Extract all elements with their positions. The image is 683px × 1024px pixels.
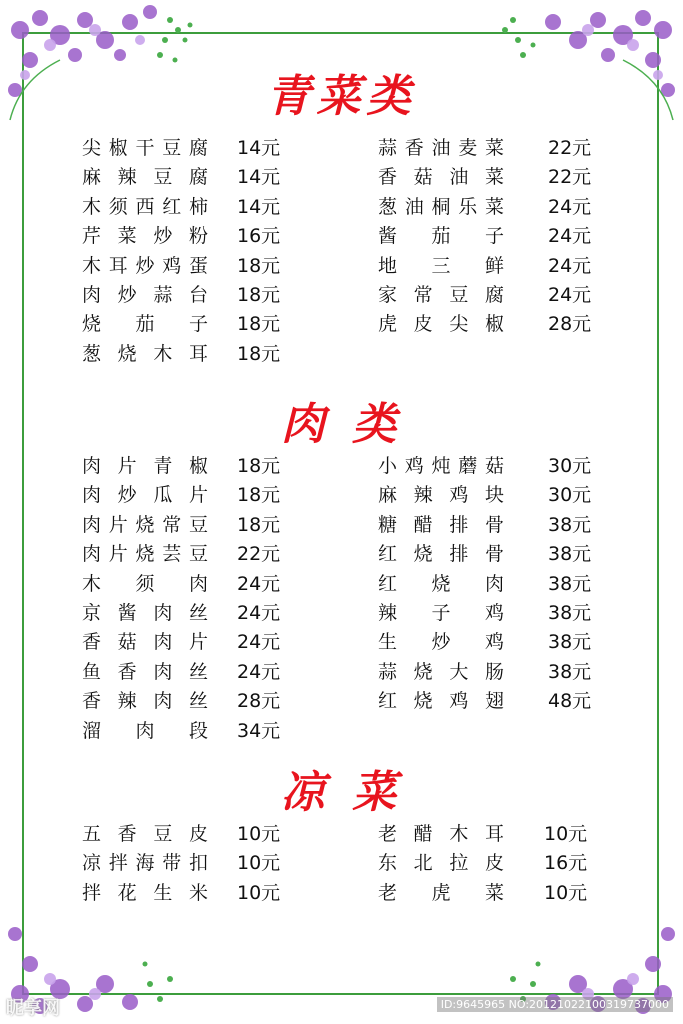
dish-name: 鱼 香 肉 丝: [82, 660, 208, 683]
dish-price: 24元: [548, 283, 592, 306]
menu-item: [378, 481, 608, 510]
menu-item: [82, 163, 312, 192]
dish-name: 蒜 香 油 麦 菜: [378, 137, 504, 159]
watermark-id: ID:9645965 NO:20121022100319737000: [437, 997, 673, 1012]
dish-name: 溜 肉 段: [82, 719, 208, 742]
menu-item: [378, 599, 608, 628]
dish-price: 38元: [548, 543, 592, 566]
dish-name: 五 香 豆 皮: [82, 823, 208, 845]
dish-name: 小 鸡 炖 蘑 菇: [378, 455, 504, 477]
menu-item: [82, 481, 312, 510]
dish-price: 38元: [548, 631, 592, 654]
dish-name: 辣 子 鸡: [378, 601, 504, 624]
dish-name: 木 须 肉: [82, 572, 208, 595]
dish-price: 38元: [548, 601, 592, 624]
menu-item: [378, 222, 608, 251]
menu-item: [82, 340, 312, 369]
dish-price: 24元: [237, 601, 281, 624]
dish-price: 38元: [548, 513, 592, 536]
dish-name: 蒜 烧 大 肠: [378, 660, 504, 683]
menu-item: [82, 511, 312, 540]
menu-item: [82, 820, 312, 849]
menu-item: [82, 281, 312, 310]
dish-name: 生 炒 鸡: [378, 631, 504, 654]
vegetables-left-column: [82, 134, 312, 369]
dish-name: 地 三 鲜: [378, 254, 504, 277]
menu-item: [82, 252, 312, 281]
dish-price: 18元: [237, 283, 281, 306]
dish-price: 38元: [548, 660, 592, 683]
dish-name: 香 菇 肉 片: [82, 631, 208, 654]
dish-name: 香 辣 肉 丝: [82, 690, 208, 713]
dish-price: 48元: [548, 690, 592, 713]
dish-name: 凉 拌 海 带 扣: [82, 852, 208, 875]
dish-price: 10元: [237, 823, 281, 845]
menu-item: [378, 570, 608, 599]
menu-item: [82, 570, 312, 599]
menu-item: [378, 849, 608, 878]
dish-price: 10元: [237, 852, 281, 875]
meat-left-column: [82, 452, 312, 746]
menu-item: [378, 452, 608, 481]
menu-item: [82, 310, 312, 339]
cold-dishes-right-column: [378, 820, 608, 908]
dish-name: 麻 辣 鸡 块: [378, 484, 504, 507]
dish-price: 14元: [237, 137, 281, 159]
menu-item: [82, 717, 312, 746]
dish-price: 34元: [237, 719, 281, 742]
dish-price: 10元: [544, 823, 588, 845]
menu-item: [82, 134, 312, 163]
dish-name: 糖 醋 排 骨: [378, 513, 504, 536]
dish-name: 烧 茄 子: [82, 313, 208, 336]
menu-item: [378, 820, 608, 849]
dish-price: 24元: [237, 572, 281, 595]
dish-price: 24元: [548, 254, 592, 277]
dish-name: 老 醋 木 耳: [378, 823, 504, 845]
dish-price: 16元: [544, 852, 588, 875]
dish-price: 24元: [237, 660, 281, 683]
dish-price: 38元: [548, 572, 592, 595]
dish-name: 肉 片 烧 常 豆: [82, 513, 208, 536]
dish-price: 18元: [237, 455, 281, 477]
dish-name: 拌 花 生 米: [82, 881, 208, 904]
dish-name: 肉 片 烧 芸 豆: [82, 543, 208, 566]
dish-name: 红 烧 鸡 翅: [378, 690, 504, 713]
dish-name: 肉 炒 瓜 片: [82, 484, 208, 507]
dish-price: 28元: [548, 313, 592, 336]
dish-price: 24元: [237, 631, 281, 654]
menu-item: [378, 511, 608, 540]
menu-item: [82, 687, 312, 716]
dish-name: 葱 烧 木 耳: [82, 342, 208, 365]
menu-item: [82, 599, 312, 628]
menu-item: [378, 163, 608, 192]
menu-item: [378, 252, 608, 281]
dish-name: 葱 油 桐 乐 菜: [378, 195, 504, 218]
menu-item: [378, 193, 608, 222]
dish-name: 麻 辣 豆 腐: [82, 166, 208, 189]
menu-item: [82, 452, 312, 481]
menu-item: [82, 658, 312, 687]
dish-price: 16元: [237, 225, 281, 248]
menu-item: [82, 193, 312, 222]
dish-price: 28元: [237, 690, 281, 713]
dish-name: 木 耳 炒 鸡 蛋: [82, 254, 208, 277]
dish-price: 24元: [548, 195, 592, 218]
dish-price: 22元: [237, 543, 281, 566]
section-title-meat: 肉 类: [280, 399, 403, 450]
vegetables-right-column: [378, 134, 608, 340]
menu-item: [378, 879, 608, 908]
menu-item: [378, 281, 608, 310]
dish-price: 22元: [548, 166, 592, 189]
menu-item: [82, 849, 312, 878]
dish-price: 18元: [237, 313, 281, 336]
dish-price: 22元: [548, 137, 592, 159]
dish-price: 10元: [237, 881, 281, 904]
menu-item: [378, 134, 608, 163]
dish-name: 肉 炒 蒜 台: [82, 283, 208, 306]
menu-item: [378, 658, 608, 687]
meat-right-column: [378, 452, 608, 717]
section-title-cold-dishes: 凉 菜: [280, 767, 403, 818]
dish-price: 18元: [237, 342, 281, 365]
dish-price: 10元: [544, 881, 588, 904]
dish-name: 虎 皮 尖 椒: [378, 313, 504, 336]
dish-name: 酱 茄 子: [378, 225, 504, 248]
menu-item: [378, 628, 608, 657]
dish-name: 京 酱 肉 丝: [82, 601, 208, 624]
dish-name: 红 烧 肉: [378, 572, 504, 595]
cold-dishes-left-column: [82, 820, 312, 908]
dish-name: 芹 菜 炒 粉: [82, 225, 208, 248]
dish-price: 24元: [548, 225, 592, 248]
menu-item: [378, 687, 608, 716]
dish-price: 30元: [548, 484, 592, 507]
menu-item: [82, 628, 312, 657]
dish-name: 红 烧 排 骨: [378, 543, 504, 566]
dish-name: 肉 片 青 椒: [82, 455, 208, 477]
dish-name: 老 虎 菜: [378, 881, 504, 904]
dish-name: 香 菇 油 菜: [378, 166, 504, 189]
section-title-vegetables: 青菜类: [266, 71, 417, 122]
dish-price: 14元: [237, 166, 281, 189]
menu-item: [378, 310, 608, 339]
dish-price: 30元: [548, 455, 592, 477]
dish-name: 家 常 豆 腐: [378, 283, 504, 306]
dish-price: 14元: [237, 195, 281, 218]
dish-name: 尖 椒 干 豆 腐: [82, 137, 208, 159]
menu-item: [82, 540, 312, 569]
menu-item: [378, 540, 608, 569]
dish-price: 18元: [237, 254, 281, 277]
dish-name: 东 北 拉 皮: [378, 852, 504, 875]
menu-item: [82, 879, 312, 908]
dish-price: 18元: [237, 484, 281, 507]
menu-item: [82, 222, 312, 251]
dish-price: 18元: [237, 513, 281, 536]
watermark-logo: 昵享网: [6, 998, 60, 1019]
dish-name: 木 须 西 红 柿: [82, 195, 208, 218]
